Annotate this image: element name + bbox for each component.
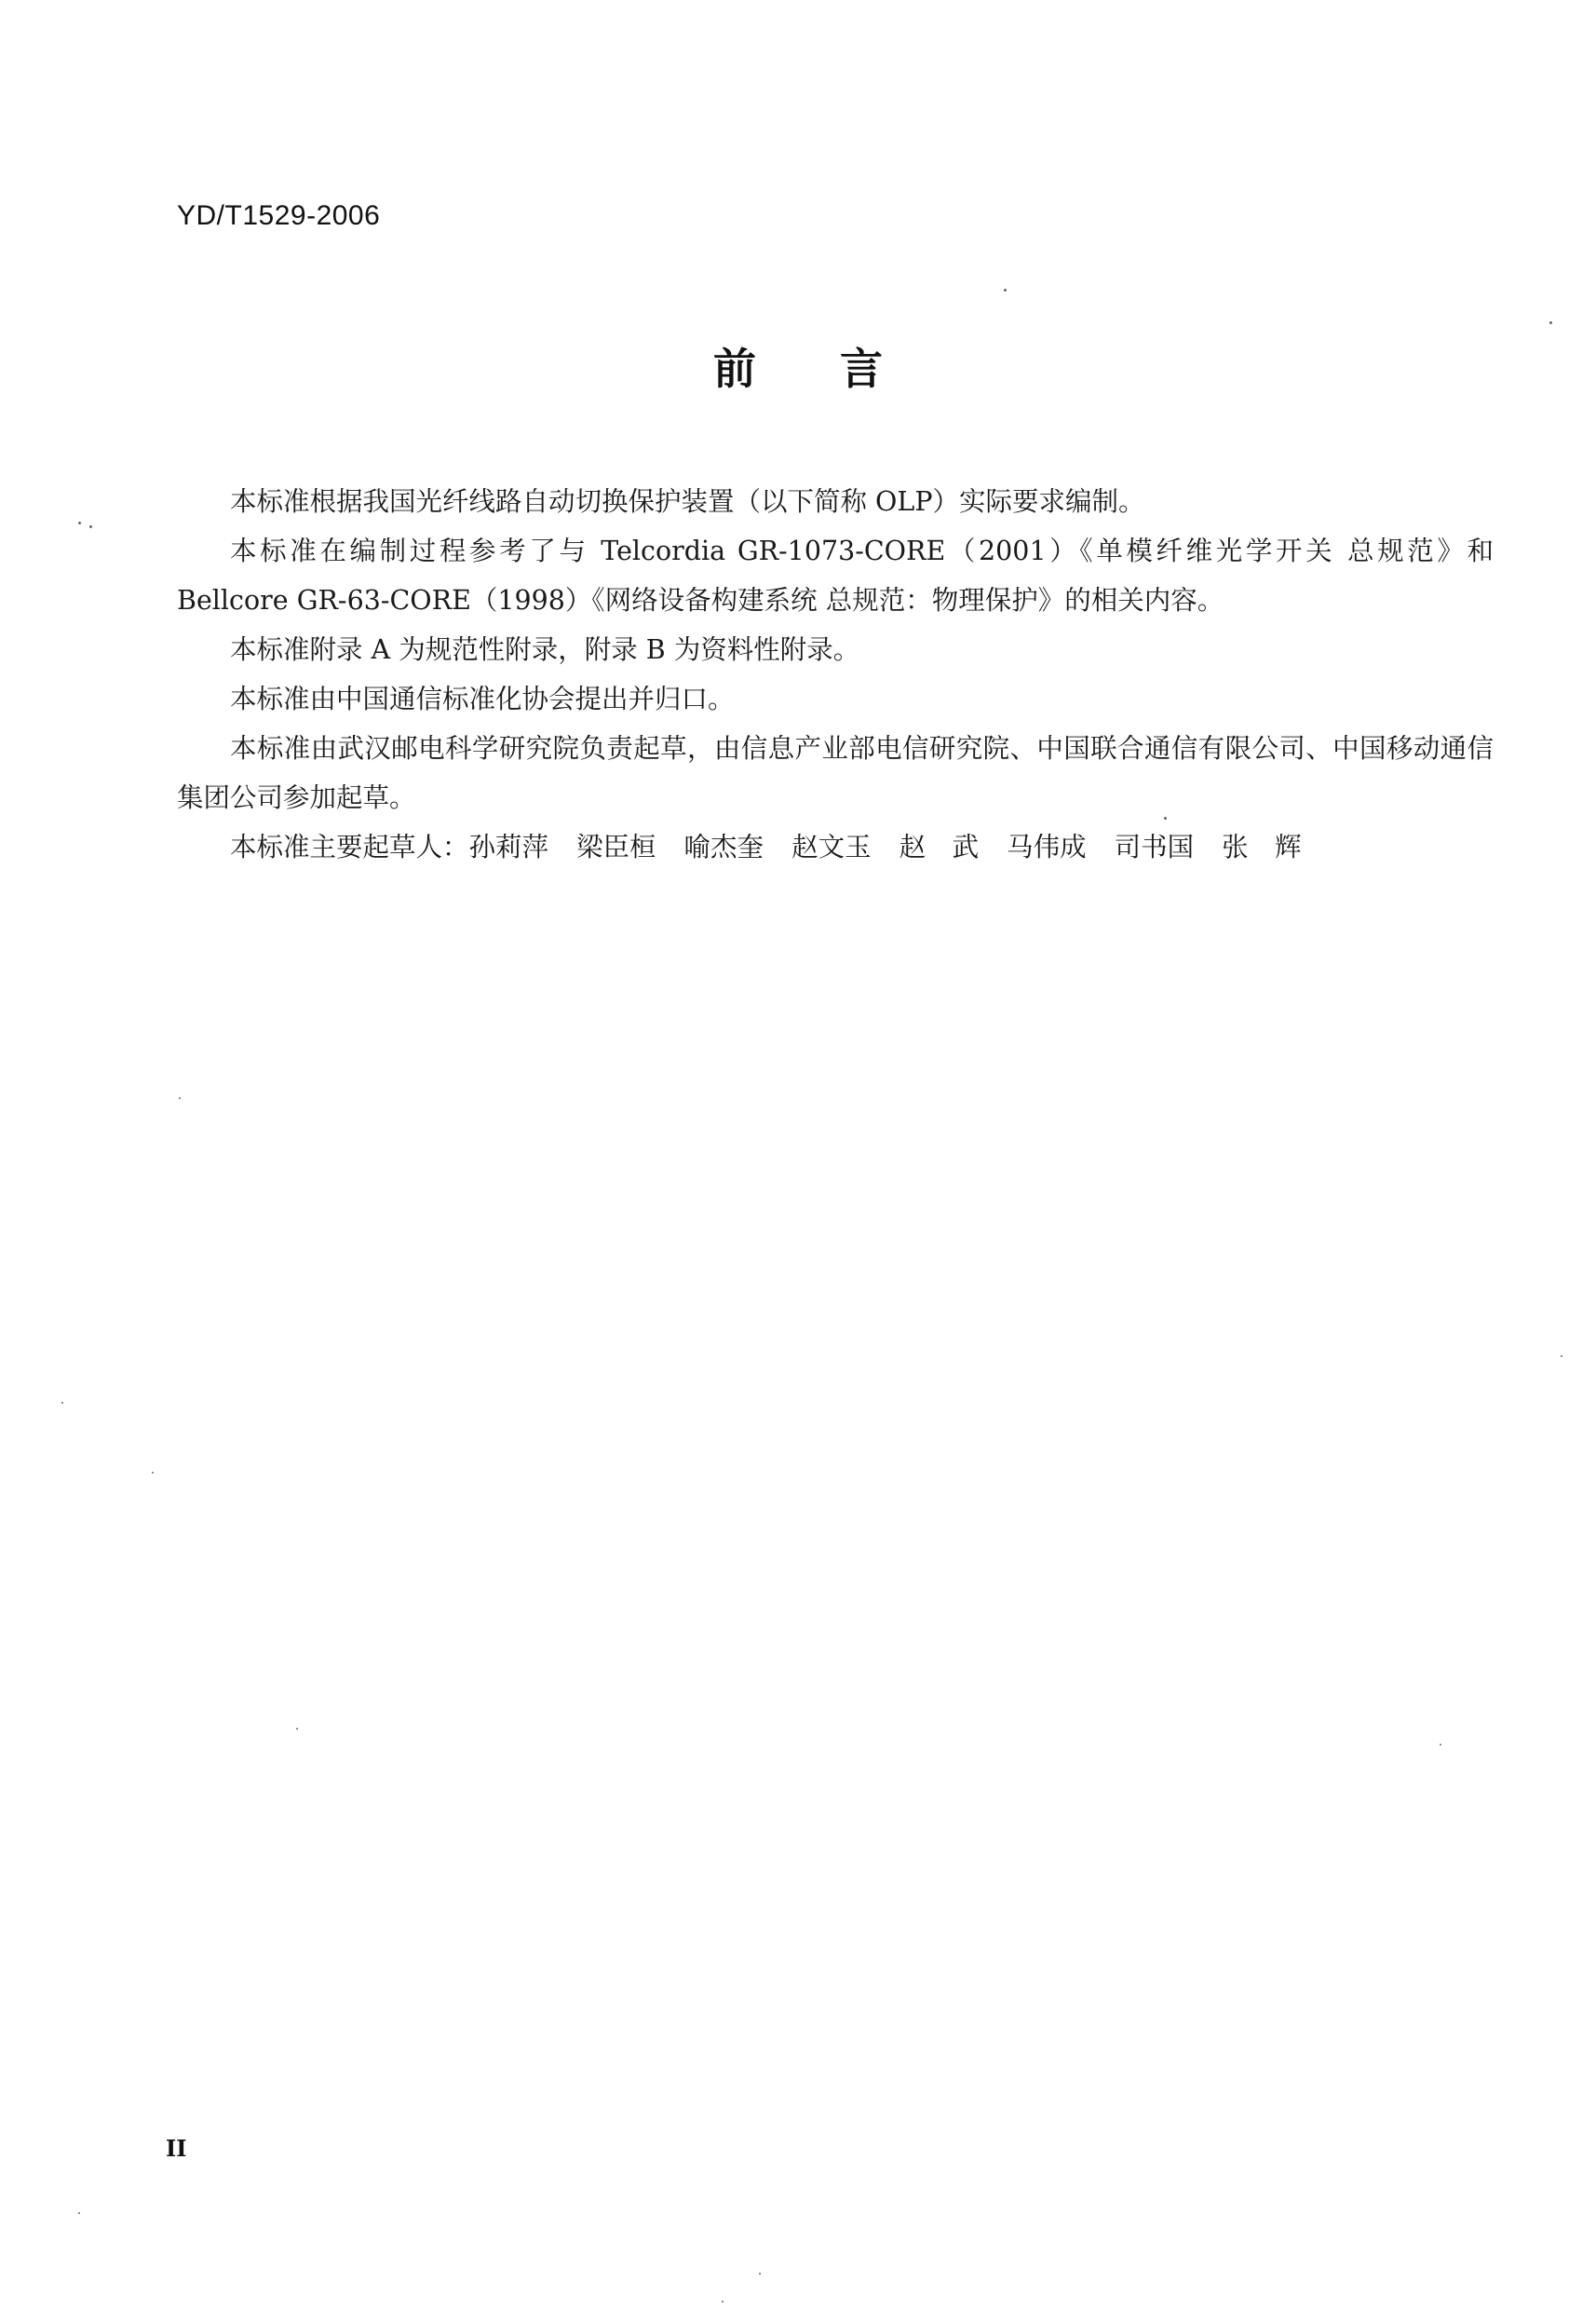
page-title: 前言 <box>713 344 967 394</box>
page-number: II <box>166 2135 187 2162</box>
scan-speck <box>61 1402 63 1404</box>
drafter-name: 张 辉 <box>1222 832 1302 863</box>
scan-speck <box>1561 1355 1562 1357</box>
scan-speck <box>1549 321 1552 324</box>
scan-speck <box>296 1728 298 1730</box>
scan-speck <box>1164 817 1167 820</box>
paragraph: 本标准由中国通信标准化协会提出并归口。 <box>230 684 735 714</box>
drafter-name: 喻杰奎 <box>683 832 764 863</box>
drafter-name: 赵 武 <box>899 832 980 863</box>
scan-speck <box>722 2301 724 2303</box>
paragraph: 本标准根据我国光纤线路自动切换保护装置（以下简称 OLP）实际要求编制。 <box>230 486 1145 517</box>
document-code: YD/T1529-2006 <box>177 200 381 231</box>
scan-speck <box>152 1472 154 1474</box>
drafter-name: 司书国 <box>1114 832 1195 863</box>
paragraph: 本标准由武汉邮电科学研究院负责起草，由信息产业部电信研究院、中国联合通信有限公司、中国移动通信集团公司参加起草。 <box>177 733 1494 813</box>
scan-speck <box>179 1097 181 1099</box>
drafters-line <box>177 822 1494 872</box>
foreword-body <box>177 477 1494 872</box>
scan-speck <box>78 2212 80 2214</box>
drafter-name: 孙莉萍 <box>468 832 549 863</box>
scan-speck <box>78 522 81 524</box>
drafters-label: 本标准主要起草人： <box>230 832 469 863</box>
drafter-name: 梁臣桓 <box>576 832 656 863</box>
drafter-name: 马伟成 <box>1007 832 1087 863</box>
scan-speck <box>89 525 92 528</box>
paragraph: 本标准在编制过程参考了与 Telcordia GR-1073-CORE（2001）《单模纤维光学开关 总规范》和 Bellcore GR-63-CORE（1998）《网络设备构建系统 总规范：物理保护》的相关内容。 <box>177 536 1494 616</box>
scan-speck <box>1440 1744 1441 1746</box>
drafter-name: 赵文玉 <box>791 832 872 863</box>
paragraph: 本标准附录 A 为规范性附录，附录 B 为资料性附录。 <box>230 634 860 665</box>
scan-speck <box>759 2273 761 2275</box>
scan-speck <box>1004 289 1007 292</box>
